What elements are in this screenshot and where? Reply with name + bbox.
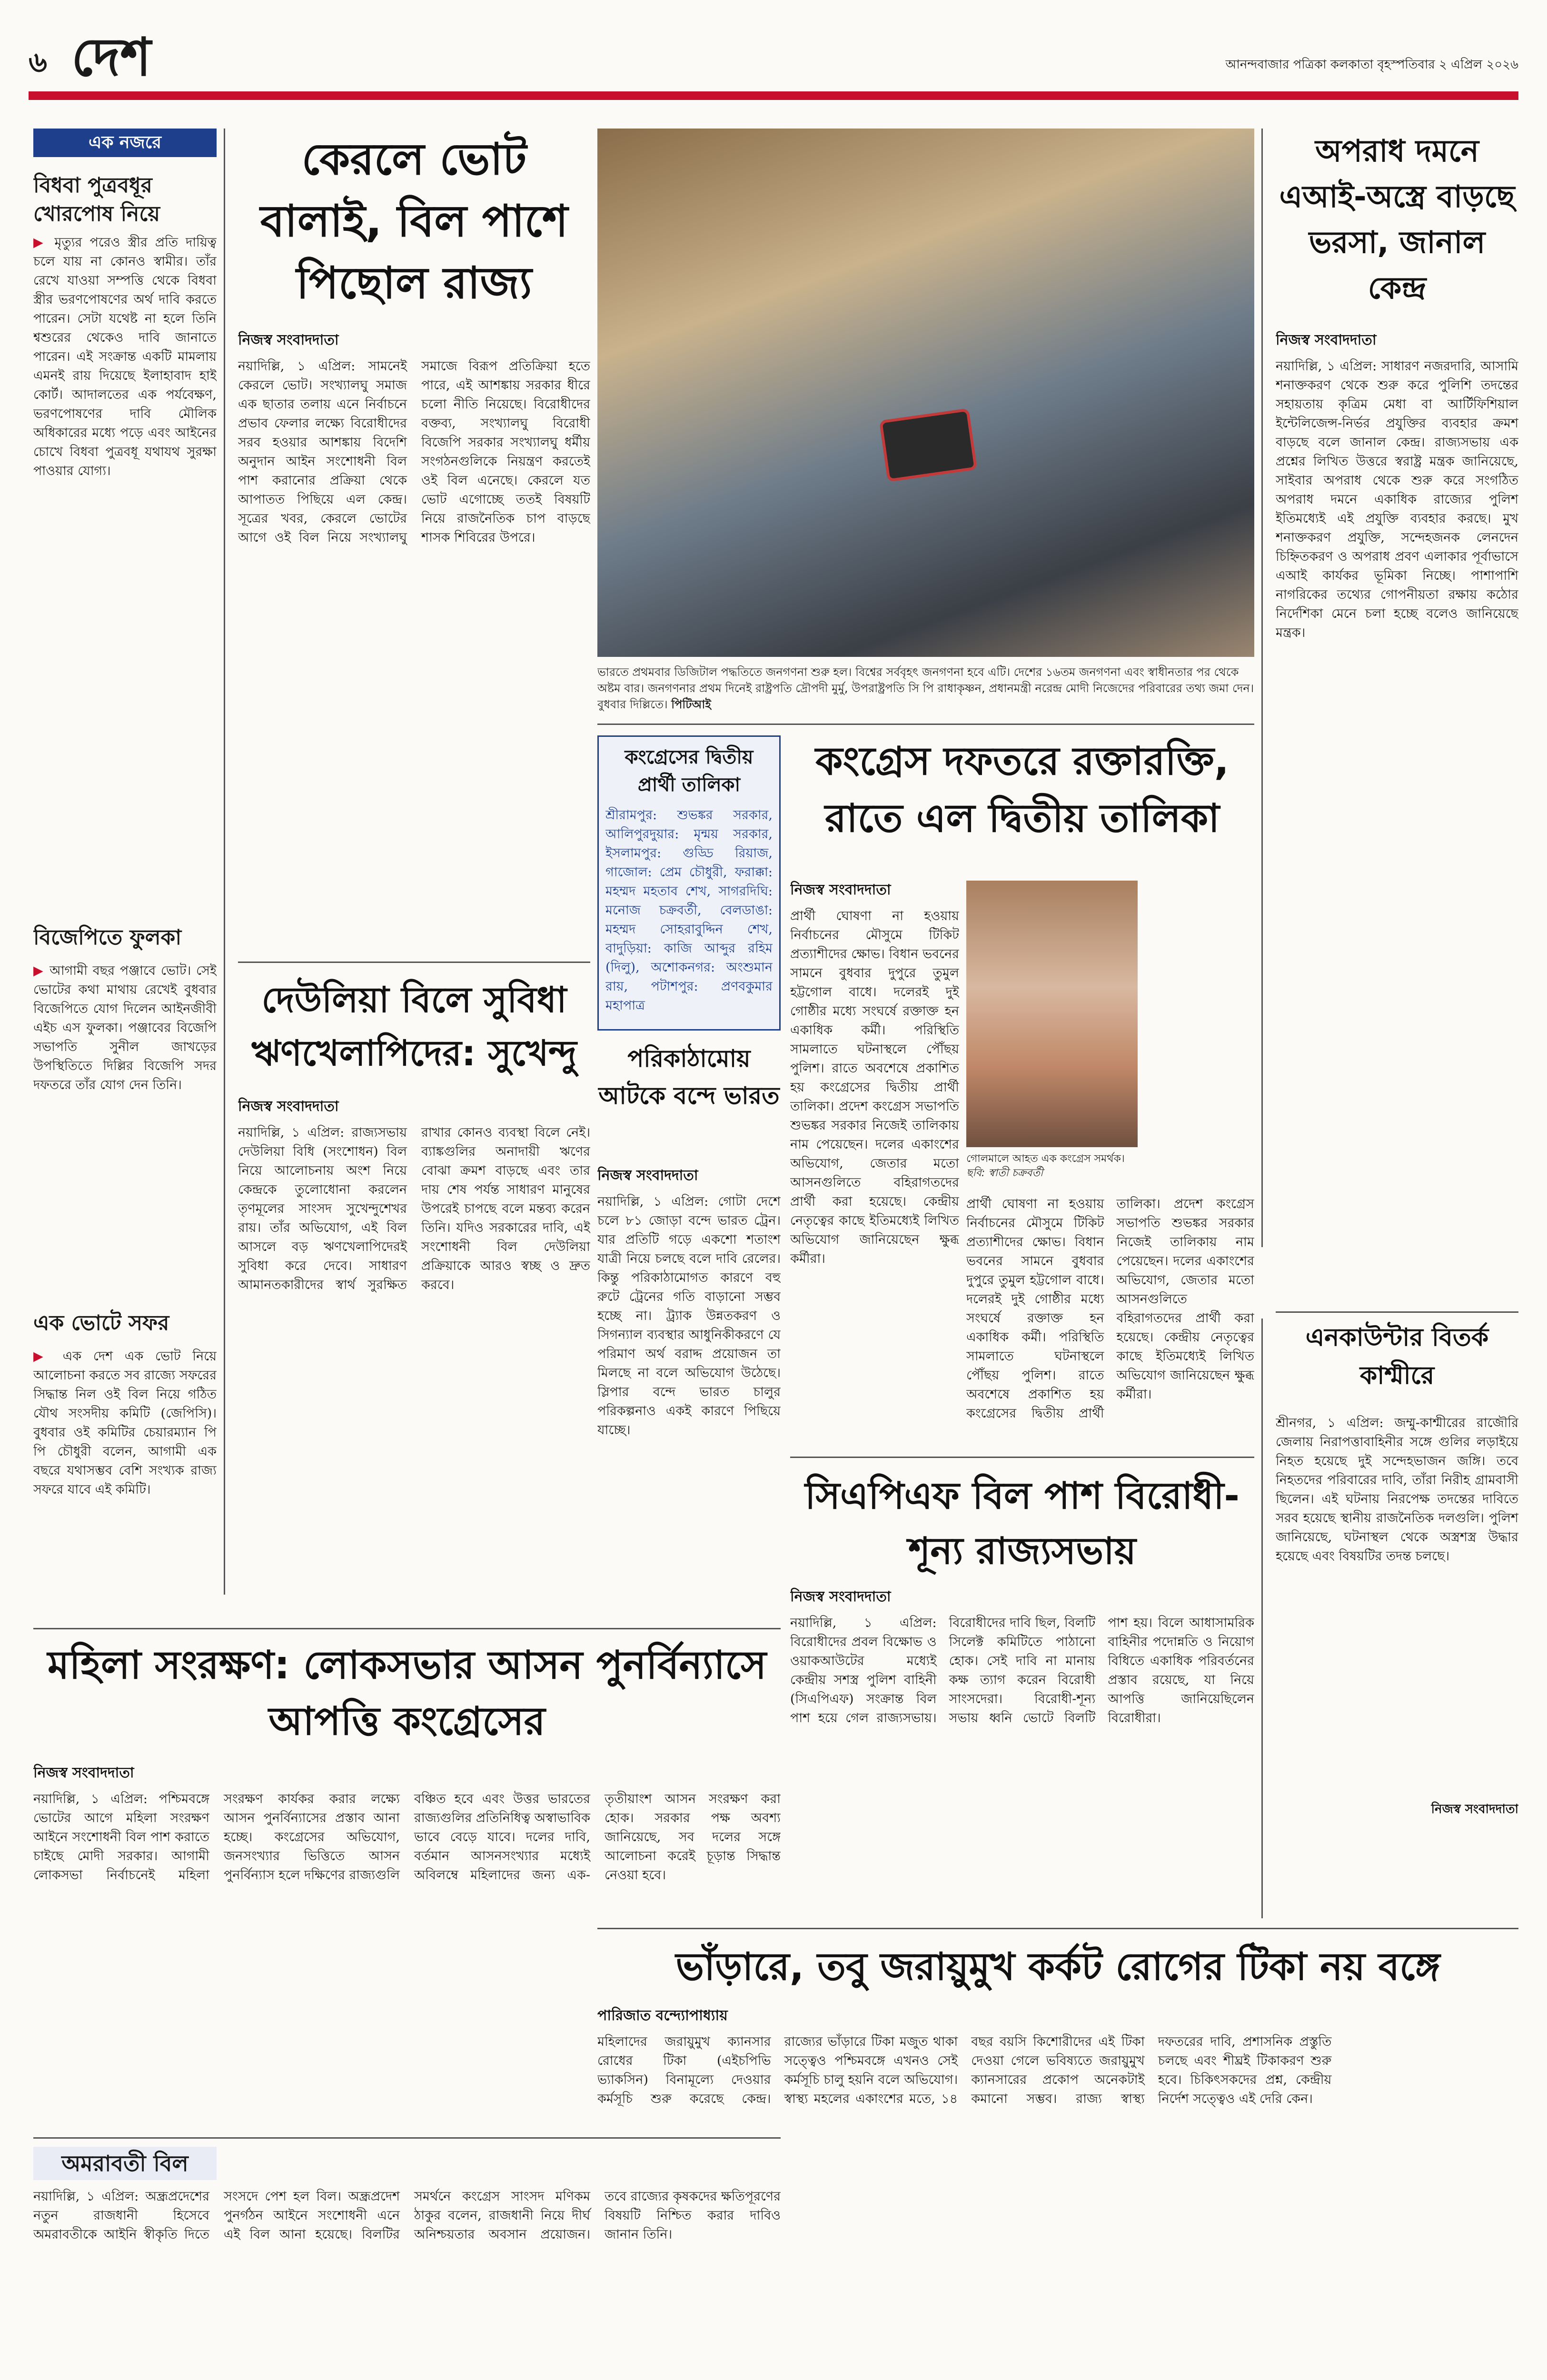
section-divider [238, 962, 590, 963]
body-congress-b [966, 1195, 1254, 1449]
brief-title: বিজেপিতে ফুলকা [33, 925, 182, 950]
byline-crpf: নিজস্ব সংবাদদাতা [790, 1588, 891, 1605]
briefs-tag: এক নজরে [33, 129, 217, 157]
byline-encounter: নিজস্ব সংবাদদাতা [1431, 1802, 1518, 1816]
section-divider [790, 1457, 1254, 1458]
photo-credit: ছবি: স্বাতী চক্রবর্তী [966, 1167, 1043, 1179]
section-divider [597, 724, 1254, 725]
byline-women: নিজস্ব সংবাদদাতা [33, 1765, 134, 1781]
brief-title: বিধবা পুত্রবধূর খোরপোষ নিয়ে [33, 173, 160, 226]
column-divider [1261, 129, 1263, 1247]
headline-crpf: সিএপিএফ বিল পাশ বিরোধী-শূন্য রাজ্যসভায় [805, 1475, 1240, 1573]
brief-body: ▶ আগামী বছর পঞ্জাবে ভোট। সেই ভোটের কথা মাথায় রেখেই বুধবার বিজেপিতে যোগ দিলেন আইনজীবী এইচ এস ফুলকা। পঞ্জাবের বিজেপি সভাপতি সুনীল জাখড়ের উপস্থিতিতে দিল্লির বিজেপি সদর দফতরে তাঁর যোগ দেন তিনি। [33, 963, 217, 1092]
headline-deulia: দেউলিয়া বিলে সুবিধা ঋণখেলাপিদের: সুখেন্দু [251, 980, 577, 1074]
byline-cancer: পারিজাত বন্দ্যোপাধ্যায় [597, 2007, 728, 2024]
brief-text: এক দেশ এক ভোট নিয়ে আলোচনা করতে সব রাজ্যে সফরের সিদ্ধান্ত নিল ওই বিল নিয়ে গঠিত যৌথ সংসদীয় কমিটি (জেপিসি)। বুধবার ওই কমিটির চেয়ারম্যান পি পি চৌধুরী বলেন, আগামী এক বছরে যথাসম্ভব বেশি সংখ্যক রাজ্য সফরে যাবে এই কমিটি। [33, 1349, 217, 1497]
brief-text: আগামী বছর পঞ্জাবে ভোট। সেই ভোটের কথা মাথায় রেখেই বুধবার বিজেপিতে যোগ দিলেন আইনজীবী এইচ এস ফুলকা। পঞ্জাবের বিজেপি সভাপতি সুনীল জাখড়ের উপস্থিতিতে দিল্লির বিজেপি সদর দফতরে তাঁর যোগ দেন তিনি। [33, 963, 217, 1092]
headline-encounter: এনকাউন্টার বিতর্ক কাশ্মীরে [1305, 1323, 1489, 1390]
body-crime: নয়াদিল্লি, ১ এপ্রিল: সাধারণ নজরদারি, আসামি শনাক্তকরণ থেকে শুরু করে পুলিশি তদন্তের সহায়তায় কৃত্রিম মেধা বা আর্টিফিশিয়াল ইন্টেলিজেন্স-নির্ভর প্রযুক্তির ব্যবহার ক্রমশ বাড়ছে বলে জানাল কেন্দ্র। রাজ্যসভায় এক প্রশ্নের লিখিত উত্তরে স্বরাষ্ট্র মন্ত্রক জানিয়েছে, সাইবার অপরাধ থেকে শুরু করে সংগঠিত অপরাধ দমনে একাধিক রাজ্যের পুলিশ ইতিমধ্যেই এই প্রযুক্তি ব্যবহার করছে। মুখ শনাক্তকরণ প্রযুক্তি, সন্দেহজনক লেনদেন চিহ্নিতকরণ ও অপরাধ প্রবণ এলাকার পূর্বাভাসে এআই কার্যকর ভূমিকা নিচ্ছে। পাশাপাশি নাগরিকের তথ্যের গোপনীয়তা রক্ষায় কঠোর নির্দেশিকা মেনে চলা হচ্ছে বলেও জানিয়েছে মন্ত্রক। [1276, 359, 1518, 640]
body-congress-continued: প্রার্থী ঘোষণা না হওয়ায় নির্বাচনের মৌসুমে টিকিট প্রত্যাশীদের ক্ষোভ। বিধান ভবনের সামনে বুধবার দুপুরে তুমুল হট্টগোল বাধে। দলেরই দুই গোষ্ঠীর মধ্যে সংঘর্ষে রক্তাক্ত হন একাধিক কর্মী। পরিস্থিতি সামলাতে ঘটনাস্থলে পৌঁছয় পুলিশ। রাতে অবশেষে প্রকাশিত হয় কংগ্রেসের দ্বিতীয় প্রার্থী তালিকা। প্রদেশ কংগ্রেস সভাপতি শুভঙ্কর সরকার নিজেই তালিকায় নাম পেয়েছেন। দলের একাংশের অভিযোগ, জেতার মতো আসনগুলিতে বহিরাগতদের প্রার্থী করা হয়েছে। কেন্দ্রীয় নেতৃত্বের কাছে ইতিমধ্যেই লিখিত অভিযোগ জানিয়েছেন ক্ষুব্ধ কর্মীরা। [966, 1197, 1254, 1421]
brief-title: এক ভোটে সফর [33, 1311, 169, 1335]
section-divider [597, 1928, 1518, 1929]
section-divider [1276, 1311, 1518, 1313]
masthead-rule [29, 91, 1518, 100]
caption-text: গোলমালে আহত এক কংগ্রেস সমর্থক। [966, 1153, 1125, 1165]
body-encounter: শ্রীনগর, ১ এপ্রিল: জম্মু-কাশ্মীরের রাজৌরি জেলায় নিরাপত্তাবাহিনীর সঙ্গে গুলির লড়াইয়ে নিহত হয়েছে দুই সন্দেহভাজন জঙ্গি। তবে নিহতদের পরিবারের দাবি, তাঁরা নিরীহ গ্রামবাসী ছিলেন। এই ঘটনায় নিরপেক্ষ তদন্তের দাবিতে সরব হয়েছে স্থানীয় রাজনৈতিক দলগুলি। পুলিশ জানিয়েছে, ঘটনাস্থল থেকে অস্ত্রশস্ত্র উদ্ধার হয়েছে এবং বিষয়টির তদন্ত চলছে। [1276, 1416, 1518, 1564]
candidate-box [597, 735, 781, 1031]
body-infra: নয়াদিল্লি, ১ এপ্রিল: গোটা দেশে চলে ৮১ জোড়া বন্দে ভারত ট্রেন। যার প্রতিটি গড়ে একশো শতাংশ যাত্রী নিয়ে চলছে বলে দাবি রেলের। কিন্তু পরিকাঠামোগত কারণে বহু রুটে ট্রেনের গতি বাড়ানো সম্ভব হচ্ছে না। ট্র্যাক উন্নতকরণ ও সিগন্যাল ব্যবস্থার আধুনিকীকরণে যে পরিমাণ অর্থ বরাদ্দ প্রয়োজন তা মিলছে না বলে অভিযোগ উঠেছে। স্লিপার বন্দে ভারত চালুর পরিকল্পনাও একই কারণে পিছিয়ে যাচ্ছে। [597, 1194, 781, 1438]
body-cancer: মহিলাদের জরায়ুমুখ ক্যানসার রোধের টিকা (এইচপিভি ভ্যাকসিন) বিনামূল্যে দেওয়ার কর্মসূচি শুরু করেছে কেন্দ্র। রাজ্যের ভাঁড়ারে টিকা মজুত থাকা সত্ত্বেও পশ্চিমবঙ্গে এখনও সেই কর্মসূচি চালু হয়নি বলে অভিযোগ। স্বাস্থ্য মহলের একাংশের মতে, ১৪ বছর বয়সি কিশোরীদের এই টিকা দেওয়া গেলে ভবিষ্যতে জরায়ুমুখ ক্যানসারের প্রকোপ অনেকটাই কমানো সম্ভব। রাজ্য স্বাস্থ্য দফতরের দাবি, প্রশাসনিক প্রস্তুতি চলছে এবং শীঘ্রই টিকাকরণ শুরু হবে। চিকিৎসকদের প্রশ্ন, কেন্দ্রীয় নির্দেশ সত্ত্বেও এই দেরি কেন। [597, 2034, 1332, 2106]
briefs-column [33, 129, 217, 1595]
section-title: দেশ [71, 27, 151, 88]
page-number: ৬ [29, 46, 48, 79]
brief-text: মৃত্যুর পরেও স্ত্রীর প্রতি দায়িত্ব চলে যায় না কোনও স্বামীর। তাঁর রেখে যাওয়া সম্পত্তি থেকে বিধবা স্ত্রীর ভরণপোষণের অর্থ দাবি করতে পারেন। সেটা যথেষ্ট না হলে তিনি শ্বশুরের থেকেও দাবি জানাতে পারেন। এই সংক্রান্ত একটি মামলায় এমনই রায় দিয়েছে ইলাহাবাদ হাই কোর্ট। আদালতের এক পর্যবেক্ষণ, ভরণপোষণের দাবি মৌলিক অধিকারের মধ্যে পড়ে এবং আইনের চোখে বিধবা পুত্রবধূ যথাযথ সুরক্ষা পাওয়ার যোগ্য। [33, 235, 217, 478]
headline-amaravati: অমরাবতী বিল [33, 2147, 217, 2180]
news-photo [597, 129, 1254, 657]
headline-kerala: কেরলে ভোট বালাই, বিল পাশে পিছোল রাজ্য [260, 134, 568, 308]
body-kerala: নয়াদিল্লি, ১ এপ্রিল: সামনেই কেরলে ভোট। সংখ্যালঘু সমাজ এক ছাতার তলায় এনে নির্বাচনে প্রভাব ফেলার লক্ষ্যে বিরোধীদের সরব হওয়ার আশঙ্কায় বিদেশি অনুদান আইন সংশোধনী বিল পাশ করানোর প্রক্রিয়া থেকে আপাতত পিছিয়ে এল কেন্দ্র। সূত্রের খবর, কেরলে ভোটের আগে ওই বিল নিয়ে সংখ্যালঘু সমাজে বিরূপ প্রতিক্রিয়া হতে পারে, এই আশঙ্কায় সরকার ধীরে চলো নীতি নিয়েছে। বিরোধীদের বক্তব্য, সংখ্যালঘু বিরোধী বিজেপি সরকার সংখ্যালঘু ধর্মীয় সংগঠনগুলিকে নিয়ন্ত্রণ করতেই ওই বিল এনেছে। কেরলে যত ভোট এগোচ্ছে ততই বিষয়টি নিয়ে রাজনৈতিক চাপ বাড়ছে শাসক শিবিরের উপরে। [238, 359, 590, 545]
caption-text: ভারতে প্রথমবার ডিজিটাল পদ্ধতিতে জনগণনা শুরু হল। বিশ্বের সর্ববৃহৎ জনগণনা হবে এটি। দেশের ১৬তম জনগণনা এবং স্বাধীনতার পর থেকে অষ্টম বার। জনগণনার প্রথম দিনেই রাষ্ট্রপতি দ্রৌপদী মুর্মু, উপরাষ্ট্রপতি সি পি রাধাকৃষ্ণন, প্রধানমন্ত্রী নরেন্দ্র মোদী নিজেদের পরিবারের তথ্য জমা দেন। বুধবার দিল্লিতে। [597, 665, 1254, 711]
headline-congress: কংগ্রেস দফতরে রক্তারক্তি, রাতে এল দ্বিতীয় তালিকা [815, 739, 1229, 841]
headline-crime: অপরাধ দমনে এআই-অস্ত্রে বাড়ছে ভরসা, জানাল কেন্দ্র [1279, 134, 1515, 306]
photo-caption [597, 664, 1254, 716]
body-women: নয়াদিল্লি, ১ এপ্রিল: পশ্চিমবঙ্গে ভোটের আগে মহিলা সংরক্ষণ আইনে সংশোধনী বিল পাশ করাতে চাইছে মোদী সরকার। আগামী লোকসভা নির্বাচনেই মহিলা সংরক্ষণ কার্যকর করার লক্ষ্যে আসন পুনর্বিন্যাসের প্রস্তাব আনা হচ্ছে। কংগ্রেসের অভিযোগ, জনসংখ্যার ভিত্তিতে আসন পুনর্বিন্যাস হলে দক্ষিণের রাজ্যগুলি বঞ্চিত হবে এবং উত্তর ভারতের রাজ্যগুলির প্রতিনিধিত্ব অস্বাভাবিক ভাবে বেড়ে যাবে। দলের দাবি, বর্তমান আসনসংখ্যার মধ্যেই অবিলম্বে মহিলাদের জন্য এক-তৃতীয়াংশ আসন সংরক্ষণ করা হোক। সরকার পক্ষ অবশ্য জানিয়েছে, সব দলের সঙ্গে আলোচনা করেই চূড়ান্ত সিদ্ধান্ত নেওয়া হবে। [33, 1792, 781, 1883]
tablet-icon [879, 408, 977, 482]
byline-deulia: নিজস্ব সংবাদদাতা [238, 1098, 339, 1115]
congress-photo [966, 881, 1138, 1147]
headline-women: মহিলা সংরক্ষণ: লোকসভার আসন পুনর্বিন্যাসে আপত্তি কংগ্রেসের [47, 1643, 767, 1744]
section-divider [33, 1628, 781, 1629]
candidate-box-title: কংগ্রেসের দ্বিতীয় প্রার্থী তালিকা [625, 746, 754, 796]
byline-congress: নিজস্ব সংবাদদাতা [790, 882, 891, 898]
headline-infra: পরিকাঠামোয় আটকে বন্দে ভারত [598, 1045, 780, 1110]
headline-cancer: ভাঁড়ারে, তবু জরায়ুমুখ কর্কট রোগের টিকা নয় বঙ্গে [675, 1944, 1440, 1989]
masthead [29, 21, 1518, 93]
byline-crime: নিজস্ব সংবাদদাতা [1276, 332, 1377, 348]
brief-body: ▶ মৃত্যুর পরেও স্ত্রীর প্রতি দায়িত্ব চলে যায় না কোনও স্বামীর। তাঁর রেখে যাওয়া সম্পত্তি থেকে বিধবা স্ত্রীর ভরণপোষণের অর্থ দাবি করতে পারেন। সেটা যথেষ্ট না হলে তিনি শ্বশুরের থেকেও দাবি জানাতে পারেন। এই সংক্রান্ত একটি মামলায় এমনই রায় দিয়েছে ইলাহাবাদ হাই কোর্ট। আদালতের এক পর্যবেক্ষণ, ভরণপোষণের দাবি মৌলিক অধিকারের মধ্যে পড়ে এবং আইনের চোখে বিধবা পুত্রবধূ যথাযথ সুরক্ষা পাওয়ার যোগ্য। [33, 235, 217, 478]
body-crpf: নয়াদিল্লি, ১ এপ্রিল: বিরোধীদের প্রবল বিক্ষোভ ও ওয়াকআউটের মধ্যেই কেন্দ্রীয় সশস্ত্র পুলিশ বাহিনী (সিএপিএফ) সংক্রান্ত বিল পাশ হয়ে গেল রাজ্যসভায়। বিরোধীদের দাবি ছিল, বিলটি সিলেক্ট কমিটিতে পাঠানো হোক। সেই দাবি না মানায় কক্ষ ত্যাগ করেন বিরোধী সাংসদেরা। বিরোধী-শূন্য সভায় ধ্বনি ভোটে বিলটি পাশ হয়। বিলে আধাসামরিক বাহিনীর পদোন্নতি ও নিয়োগ বিধিতে একাধিক পরিবর্তনের প্রস্তাব রয়েছে, যা নিয়ে আপত্তি জানিয়েছিলেন বিরোধীরা। [790, 1616, 1254, 1726]
congress-photo-caption [966, 1152, 1138, 1190]
byline-infra: নিজস্ব সংবাদদাতা [597, 1167, 698, 1184]
edition-line: আনন্দবাজার পত্রিকা কলকাতা বৃহস্পতিবার ২ এপ্রিল ২০২৬ [1225, 58, 1518, 72]
body-amaravati: নয়াদিল্লি, ১ এপ্রিল: অন্ধ্রপ্রদেশের নতুন রাজধানী হিসেবে অমরাবতীকে আইনি স্বীকৃতি দিতে সংসদে পেশ হল বিল। অন্ধ্রপ্রদেশ পুনর্গঠন আইনে সংশোধনী এনে এই বিল আনা হয়েছে। বিলটির সমর্থনে কংগ্রেস সাংসদ মণিকম ঠাকুর বলেন, রাজধানী নিয়ে দীর্ঘ অনিশ্চয়তার অবসান প্রয়োজন। তবে রাজ্যের কৃষকদের ক্ষতিপূরণের বিষয়টি নিশ্চিত করার দাবিও জানান তিনি। [33, 2189, 781, 2242]
body-congress-a: প্রার্থী ঘোষণা না হওয়ায় নির্বাচনের মৌসুমে টিকিট প্রত্যাশীদের ক্ষোভ। বিধান ভবনের সামনে বুধবার দুপুরে তুমুল হট্টগোল বাধে। দলেরই দুই গোষ্ঠীর মধ্যে সংঘর্ষে রক্তাক্ত হন একাধিক কর্মী। পরিস্থিতি সামলাতে ঘটনাস্থলে পৌঁছয় পুলিশ। রাতে অবশেষে প্রকাশিত হয় কংগ্রেসের দ্বিতীয় প্রার্থী তালিকা। প্রদেশ কংগ্রেস সভাপতি শুভঙ্কর সরকার নিজেই তালিকায় নাম পেয়েছেন। দলের একাংশের অভিযোগ, জেতার মতো আসনগুলিতে বহিরাগতদের প্রার্থী করা হয়েছে। কেন্দ্রীয় নেতৃত্বের কাছে ইতিমধ্যেই লিখিত অভিযোগ জানিয়েছেন ক্ষুব্ধ কর্মীরা। [790, 909, 959, 1266]
byline-kerala: নিজস্ব সংবাদদাতা [238, 332, 339, 348]
candidate-list: শ্রীরামপুর: শুভঙ্কর সরকার, আলিপুরদুয়ার: মৃন্ময় সরকার, ইসলামপুর: গুড্ডি রিয়াজ, গাজোল: প্রেম চৌধুরী, ফরাক্কা: মহম্মদ মহতাব শেখ, সাগরদিঘি: মনোজ চক্রবর্তী, বেলডাঙা: মহম্মদ সোহরাবুদ্দিন শেখ, বাদুড়িয়া: কাজি আব্দুর রহিম (দিলু), অশোকনগর: অংশুমান রায়, পটাশপুর: প্রণবকুমার মহাপাত্র [605, 808, 773, 1013]
column-divider [224, 129, 225, 1595]
body-deulia: নয়াদিল্লি, ১ এপ্রিল: রাজ্যসভায় দেউলিয়া বিধি (সংশোধন) বিল নিয়ে আলোচনায় অংশ নিয়ে কেন্দ্রকে তুলোধোনা করলেন তৃণমূলের সাংসদ সুখেন্দুশেখর রায়। তাঁর অভিযোগ, এই বিল আসলে বড় ঋণখেলাপিদেরই সুবিধা করে দেবে। সাধারণ আমানতকারীদের স্বার্থ সুরক্ষিত রাখার কোনও ব্যবস্থা বিলে নেই। ব্যাঙ্কগুলির অনাদায়ী ঋণের বোঝা ক্রমশ বাড়ছে এবং তার দায় শেষ পর্যন্ত সাধারণ মানুষের উপরেই চাপছে বলে মন্তব্য করেন তিনি। যদিও সরকারের দাবি, এই সংশোধনী বিল দেউলিয়া প্রক্রিয়াকে আরও স্বচ্ছ ও দ্রুত করবে। [238, 1125, 590, 1292]
brief-body: ▶ এক দেশ এক ভোট নিয়ে আলোচনা করতে সব রাজ্যে সফরের সিদ্ধান্ত নিল ওই বিল নিয়ে গঠিত যৌথ সংসদীয় কমিটি (জেপিসি)। বুধবার ওই কমিটির চেয়ারম্যান পি পি চৌধুরী বলেন, আগামী এক বছরে যথাসম্ভব বেশি সংখ্যক রাজ্য সফরে যাবে এই কমিটি। [33, 1349, 217, 1497]
column-divider [1261, 1319, 1263, 1918]
photo-credit: পিটিআই [671, 698, 711, 711]
